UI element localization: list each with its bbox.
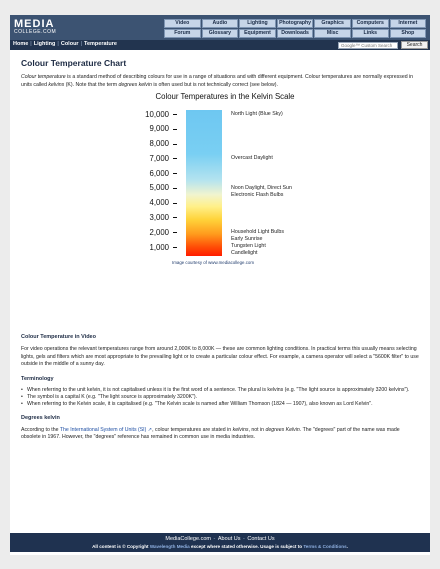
nav-equipment[interactable]: Equipment xyxy=(239,29,276,38)
chart-title: Colour Temperatures in the Kelvin Scale xyxy=(155,92,295,101)
footer-link-contact[interactable]: Contact Us xyxy=(247,536,275,542)
video-paragraph: For video operations the relevant temperatures range from around 2,000K to 8,000K — these are common lighting conditions. In practical terms this usually means selecting lights, gels and filters which are most appropriate to the prevailing light or to create a particular colour effect. For example, a camera operator will select a "5600K filter" to use outside in the middle of a sunny day. xyxy=(21,346,419,367)
chart-annotation xyxy=(231,155,273,162)
nav-computers[interactable]: Computers xyxy=(352,19,389,28)
chart-tick-label: 10,000 xyxy=(145,109,169,119)
chart-tick-label: 3,000 xyxy=(149,212,169,222)
footer-copyright: All content is © Copyright Wavelength Media except where stated otherwise. Usage is subject to Terms & Conditions. xyxy=(92,544,348,549)
chart-tick-label: 1,000 xyxy=(149,242,169,252)
breadcrumb-bar xyxy=(10,40,430,50)
chart-tick xyxy=(173,158,177,159)
chart-tick xyxy=(173,129,177,130)
search-button[interactable]: Search xyxy=(401,41,428,49)
breadcrumb-temperature[interactable]: Temperature xyxy=(84,41,117,47)
chart-tick-label: 8,000 xyxy=(149,139,169,149)
main-content xyxy=(10,58,430,442)
degrees-paragraph: According to the The International System of Units (SI) ↗, colour temperatures are stated in kelvins, not in degrees Kelvin. The "degrees" part of the name was made obsolete in 1967. However, the "degrees" reference has remained in common use in media industries. xyxy=(21,426,400,440)
chart-tick xyxy=(173,232,177,233)
chart-tick xyxy=(173,114,177,115)
nav-photography[interactable]: Photography xyxy=(277,19,314,28)
chart-annotation xyxy=(231,185,292,199)
nav-links[interactable]: Links xyxy=(352,29,389,38)
footer-link-home[interactable]: MediaCollege.com xyxy=(165,536,211,542)
chart-tick xyxy=(173,247,177,248)
breadcrumb-home[interactable]: Home xyxy=(13,41,29,47)
chart-annotation-line: Candlelight xyxy=(231,250,258,257)
chart-tick xyxy=(173,144,177,145)
terminology-heading: Terminology xyxy=(21,375,54,382)
breadcrumb-lighting[interactable]: Lighting xyxy=(33,41,56,47)
nav-misc[interactable]: Misc xyxy=(314,29,351,38)
kelvin-colorbar xyxy=(186,110,222,256)
page-title: Colour Temperature Chart xyxy=(21,58,127,68)
chart-tick-label: 7,000 xyxy=(149,153,169,163)
site-footer xyxy=(10,533,430,552)
breadcrumb: Home | Lighting | Colour | Temperature xyxy=(13,41,117,47)
chart-annotation xyxy=(231,111,283,118)
chart-annotation-line: North Light (Blue Sky) xyxy=(231,111,283,117)
nav-glossary[interactable]: Glossary xyxy=(202,29,239,38)
nav-internet[interactable]: Internet xyxy=(390,19,427,28)
nav-audio[interactable]: Audio xyxy=(202,19,239,28)
footer-links: MediaCollege.com - About Us - Contact Us xyxy=(165,536,275,542)
degrees-heading: Degrees kelvin xyxy=(21,414,60,421)
chart-annotation-line: Early Sunrise xyxy=(231,236,263,243)
nav-downloads[interactable]: Downloads xyxy=(277,29,314,38)
footer-link-wavelength[interactable]: Wavelength Media xyxy=(149,544,190,549)
logo-text: MEDIA xyxy=(14,18,55,30)
chart-annotation xyxy=(231,229,284,257)
chart-annotation-line: Electronic Flash Bulbs xyxy=(231,191,284,198)
footer-link-about[interactable]: About Us xyxy=(217,536,241,542)
footer-link-terms[interactable]: Terms & Conditions xyxy=(303,544,347,549)
list-item: • The symbol is a capital K (e.g. "The light source is approximately 3200K"). xyxy=(21,394,419,401)
nav-lighting[interactable]: Lighting xyxy=(239,19,276,28)
breadcrumb-colour[interactable]: Colour xyxy=(60,41,79,47)
list-item: • When referring to the Kelvin scale, it is capitalised (e.g. "The Kelvin scale is named after William Thomson (1824 — 1907), also known as Lord Kelvin". xyxy=(21,401,419,408)
chart-tick-label: 6,000 xyxy=(149,168,169,178)
nav-graphics[interactable]: Graphics xyxy=(314,19,351,28)
chart-tick xyxy=(173,188,177,189)
chart-tick-label: 9,000 xyxy=(149,124,169,134)
si-units-link[interactable]: The International System of Units (SI) xyxy=(59,426,147,433)
chart-annotation-line: Tungsten Light xyxy=(231,243,266,250)
chart-tick xyxy=(173,203,177,204)
search-input[interactable] xyxy=(338,42,398,49)
chart-tick-label: 5,000 xyxy=(149,183,169,193)
chart-annotation-line: Overcast Daylight xyxy=(231,155,273,162)
main-nav xyxy=(164,19,426,38)
chart-tick-label: 2,000 xyxy=(149,227,169,237)
intro-paragraph: Colour temperature is a standard method of describing colours for use in a range of situations and with different equipment. Colour temperatures are normally expressed in units called kelvins (K). Note that the term degrees kelvin is often used but is not technically correct (see below). xyxy=(21,74,414,88)
page-container xyxy=(10,15,430,555)
site-header xyxy=(10,15,430,40)
chart-tick-label: 4,000 xyxy=(149,198,169,208)
video-heading: Colour Temperature in Video xyxy=(21,334,96,340)
chart-tick xyxy=(173,217,177,218)
nav-forum[interactable]: Forum xyxy=(164,29,201,38)
site-logo[interactable] xyxy=(14,19,56,35)
chart-credit: Image courtesy of www.mediacollege.com xyxy=(172,260,254,265)
logo-subtext: COLLEGE.COM xyxy=(14,29,57,35)
chart-annotation-line: Household Light Bulbs xyxy=(231,229,285,236)
kelvin-chart xyxy=(145,92,345,274)
external-link-icon: ↗ xyxy=(146,426,153,433)
nav-shop[interactable]: Shop xyxy=(390,29,427,38)
nav-video[interactable]: Video xyxy=(164,19,201,28)
chart-tick xyxy=(173,173,177,174)
terminology-list xyxy=(21,387,419,408)
chart-annotation-line: Noon Daylight, Direct Sun xyxy=(231,184,292,191)
list-item: • When referring to the unit kelvin, it is not capitalised unless it is the first word of a sentence. The plural is kelvins (e.g. "The light source is approximately 3200 kelvins"). xyxy=(21,387,419,394)
